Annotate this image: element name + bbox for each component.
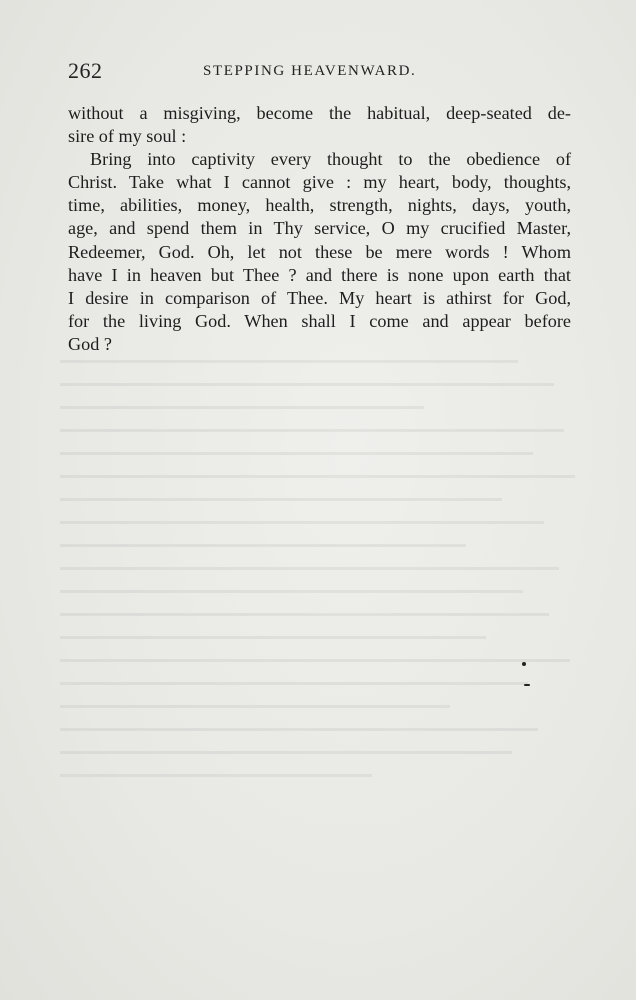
text-line: Bring into captivity every thought to the obedience of [90,149,571,170]
text-line: God ? [68,333,112,354]
body-text [68,102,571,356]
text-line: Christ. Take what I cannot give : my heart, body, thoughts, [68,172,571,193]
running-head [68,58,568,86]
text-line: without a misgiving, become the habitual, deep-seated de- [68,103,571,123]
text-line: age, and spend them in Thy service, O my crucified Master, [68,218,571,239]
text-line: Redeemer, God. Oh, let not these be mere words ! Whom [68,241,571,262]
page-number: 262 [68,58,103,83]
text-line: time, abilities, money, health, strength, nights, days, youth, [68,195,571,216]
text-line: I desire in comparison of Thee. My heart is athirst for God, [68,287,571,308]
show-through-texture [60,360,580,880]
text-line: for the living God. When shall I come and appear before [68,310,571,331]
text-line: have I in heaven but Thee ? and there is none upon earth that [68,264,571,285]
ink-speck [522,662,526,666]
text-line: sire of my soul : [68,126,187,147]
ink-speck [524,684,530,686]
book-title: STEPPING HEAVENWARD. [203,63,417,79]
